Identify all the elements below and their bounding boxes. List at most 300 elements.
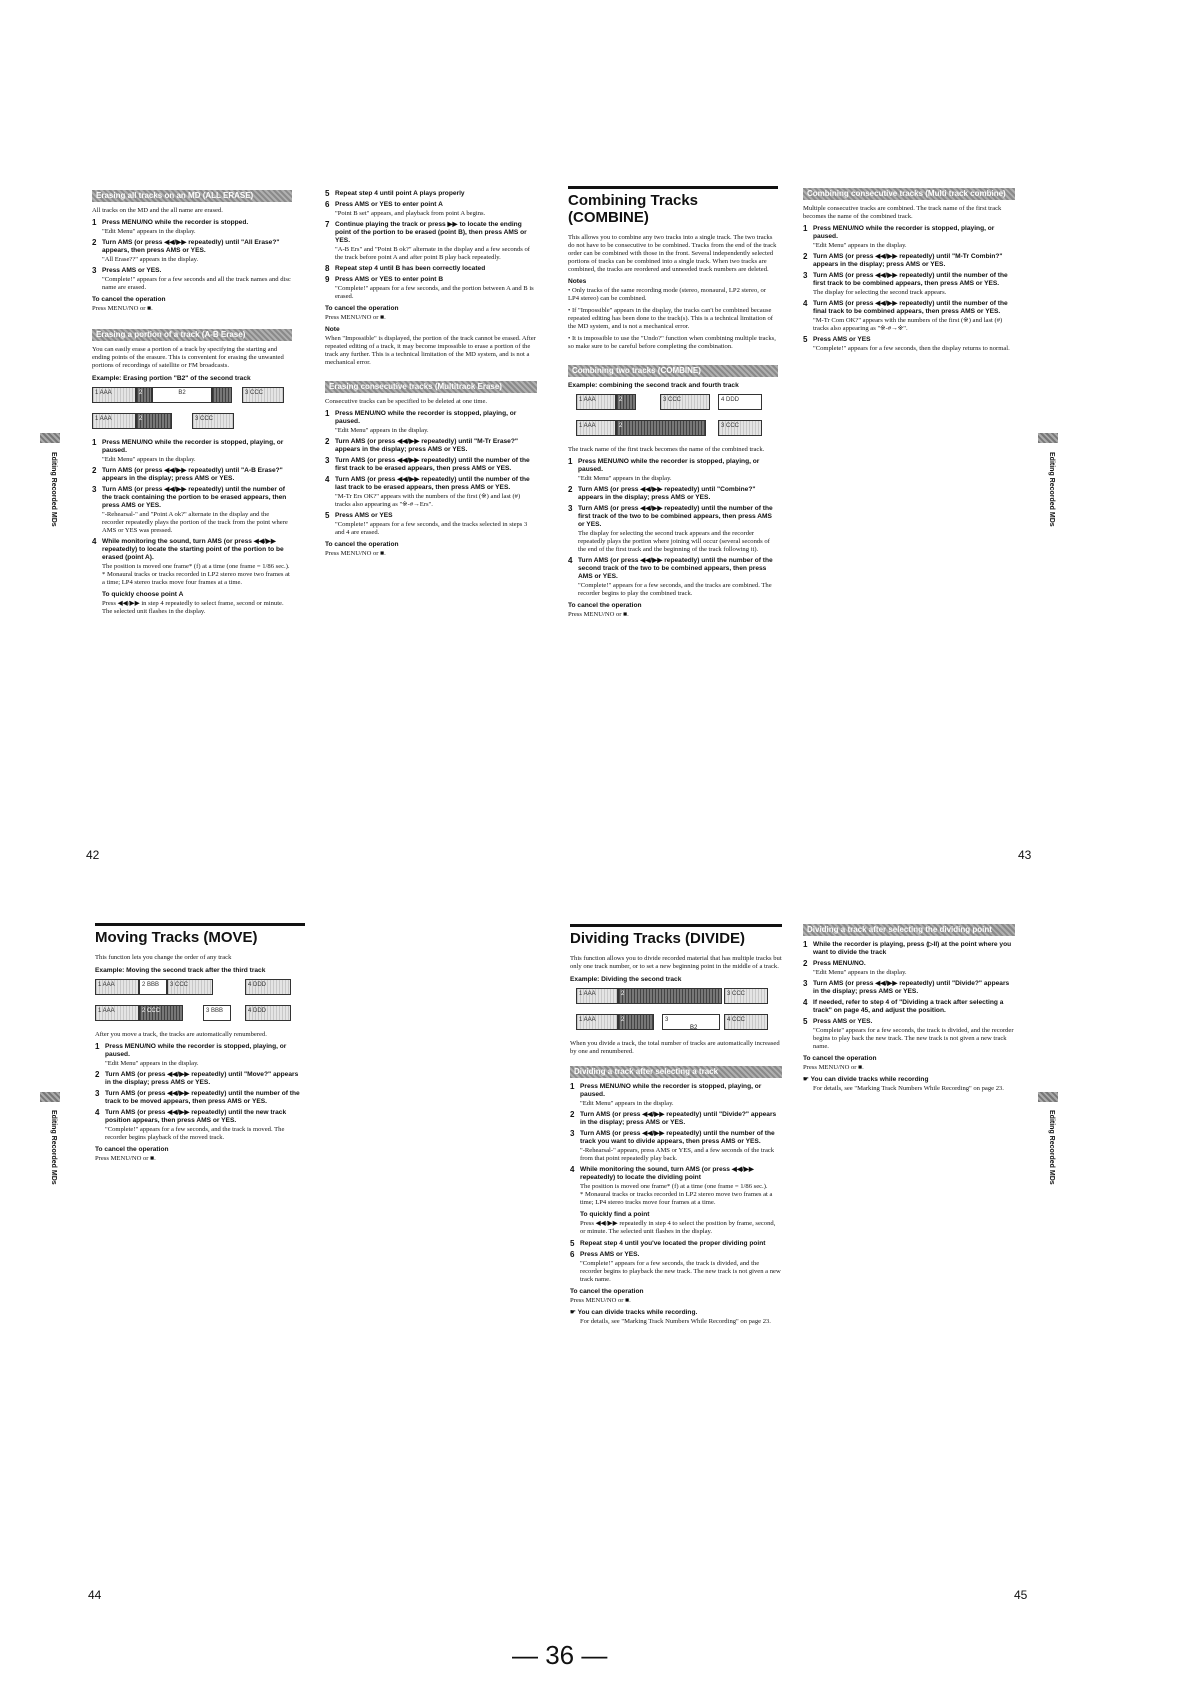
move-intro: This function lets you change the order of any track	[95, 954, 232, 961]
step-body	[813, 1018, 1015, 1051]
combine-after-text: The track name of the first track becomes the name of the combined track.	[568, 446, 765, 453]
step-item	[803, 300, 1015, 333]
step-body	[813, 225, 1015, 250]
step-detail: "Complete!" appears for a few seconds, and the portion between A and B is erased.	[335, 285, 534, 300]
step-detail: "All Erase??" appears in the display.	[102, 256, 199, 263]
divide-tip-text: For details, see "Marking Track Numbers While Recording" on page 23.	[580, 1318, 771, 1325]
step-number: 7	[325, 220, 330, 229]
diagram-track-portion: B2	[152, 387, 212, 403]
step-detail: "Complete!" appears for a few seconds, and the track is moved. The recorder begins playback of the moved track.	[105, 1126, 285, 1141]
step-instruction: Turn AMS (or press ◀◀/▶▶ repeatedly) until the new track position appears, then press AMS or YES.	[105, 1109, 287, 1124]
step-instruction: Repeat step 4 until point A plays properly	[335, 190, 465, 197]
step-body	[813, 300, 1015, 333]
diagram-track: 1 AAA	[576, 988, 618, 1004]
step-number: 2	[570, 1110, 575, 1119]
diagram-track: 4 DDD	[245, 979, 291, 995]
erase-ab-example: Example: Erasing portion "B2" of the second track	[92, 375, 251, 382]
step-number: 1	[803, 940, 808, 949]
diagram-track: 3 CCC	[167, 979, 213, 995]
step-number: 3	[803, 271, 808, 280]
step-item	[92, 239, 292, 264]
diagram-track: 3 CCC	[718, 420, 762, 436]
move-example: Example: Moving the second track after the third track	[95, 967, 266, 974]
side-tab-marker	[1038, 433, 1058, 443]
step-instruction: Press MENU/NO while the recorder is stopped, playing, or paused.	[102, 439, 284, 454]
step-item	[92, 219, 292, 236]
step-body	[813, 999, 1015, 1015]
step-body	[335, 512, 537, 537]
step-item	[325, 265, 537, 273]
p43-col-right	[803, 188, 1015, 356]
diagram-track: 1 AAA	[92, 387, 136, 403]
step-item	[325, 190, 537, 198]
tip-icon: ☛	[570, 1309, 578, 1316]
step-number: 1	[92, 438, 97, 447]
step-item	[570, 1251, 782, 1284]
step-number: 1	[92, 218, 97, 227]
combine-two-header: Combining two tracks (COMBINE)	[568, 365, 778, 377]
step-detail: "Edit Menu" appears in the display.	[813, 242, 907, 249]
erase-all-steps	[92, 219, 292, 292]
divide-tip-heading	[570, 1309, 782, 1317]
step-number: 5	[803, 335, 808, 344]
step-number: 1	[570, 1082, 575, 1091]
quick-find-text: Press ◀◀/▶▶ repeatedly in step 4 to select the position by frame, second, or minute. The selected unit flashes in the display.	[580, 1220, 776, 1235]
step-detail: "Edit Menu" appears in the display.	[335, 427, 429, 434]
divide-after-select-header: Dividing a track after selecting a track	[570, 1066, 782, 1078]
step-body	[580, 1083, 782, 1108]
step-item	[325, 438, 537, 454]
step-body	[335, 190, 537, 198]
step-item	[803, 941, 1015, 957]
step-item	[92, 538, 292, 587]
step-number: 2	[95, 1070, 100, 1079]
erase-ab-intro: You can easily erase a portion of a track by specifying the starting and ending points of the erasure. This is convenient for erasing the unwanted portions of recordings of satellite or FM broadcasts.	[92, 346, 284, 369]
divide-cancel-heading: To cancel the operation	[570, 1288, 644, 1295]
sheet-number: — 36 —	[512, 1640, 608, 1670]
step-item	[803, 253, 1015, 269]
divide-point-tip-heading-text: You can divide tracks while recording	[810, 1076, 929, 1083]
step-item	[325, 201, 537, 218]
diagram-track: 1 AAA	[576, 1014, 618, 1030]
step-instruction: Press AMS or YES	[335, 512, 393, 519]
step-body	[105, 1090, 305, 1106]
step-item	[325, 457, 537, 473]
step-detail: The position is moved one frame* (f) at a time (one frame = 1/86 sec.). * Monaural tracks or tracks recorded in LP2 stereo move two frames at a time; LP4 stereo tracks move four frames at a time.	[580, 1183, 773, 1206]
step-item	[570, 1166, 782, 1207]
divide-point-steps	[803, 941, 1015, 1051]
step-item	[803, 1018, 1015, 1051]
step-body	[102, 267, 292, 292]
diagram-track: 2	[616, 394, 636, 410]
step-detail: "Complete" appears for a few seconds, the track is divided, and the recorder begins to play back the new track. The new track is not given a new track name.	[813, 1027, 1014, 1050]
step-body	[102, 219, 292, 236]
divide-point-tip-text: For details, see "Marking Track Numbers While Recording" on page 23.	[813, 1085, 1004, 1092]
step-body	[813, 336, 1015, 353]
step-body	[335, 438, 537, 454]
step-item	[803, 336, 1015, 353]
step-number: 6	[570, 1250, 575, 1259]
step-detail: "Complete!" appears for a few seconds, and the tracks are combined. The recorder begins to play the combined track.	[578, 582, 772, 597]
diagram-track: 2	[136, 413, 172, 429]
ab-cancel-heading: To cancel the operation	[325, 305, 399, 312]
erase-all-cancel-heading: To cancel the operation	[92, 296, 166, 303]
step-number: 9	[325, 275, 330, 284]
step-body	[813, 253, 1015, 269]
diagram-track: 4 CCC	[724, 1014, 768, 1030]
step-body	[105, 1043, 305, 1068]
divide-point-cancel-text: Press MENU/NO or ■.	[803, 1064, 864, 1071]
divide-example: Example: Dividing the second track	[570, 976, 682, 983]
combine-intro: This allows you to combine any two tracks into a single track. The two tracks do not have to be consecutive to be combined. Tracks from the end of the track order can be combined with those in the front. Several independently selected portions of tracks can be combined into a single track. When two tracks are combined, the tracks are reordered and unneeded track numbers are deleted.	[568, 234, 777, 273]
step-number: 4	[95, 1108, 100, 1117]
multi-cancel-text: Press MENU/NO or ■.	[325, 550, 386, 557]
step-number: 2	[325, 437, 330, 446]
step-body	[102, 486, 292, 535]
step-number: 2	[568, 485, 573, 494]
p45-col-right	[803, 924, 1015, 1097]
move-after-text: After you move a track, the tracks are automatically renumbered.	[95, 1031, 267, 1038]
diagram-track: 3 CCC	[192, 413, 234, 429]
multitrack-erase-steps	[325, 410, 537, 537]
step-detail: "Edit Menu" appears in the display.	[102, 456, 196, 463]
side-label-45: Editing Recorded MDs	[1048, 1110, 1055, 1185]
quick-point-a-heading: To quickly choose point A	[102, 591, 184, 598]
step-instruction: Press MENU/NO while the recorder is stopped, playing, or paused.	[335, 410, 517, 425]
step-detail: "Complete!" appears for a few seconds, and the tracks selected in steps 3 and 4 are erased.	[335, 521, 528, 536]
step-item	[568, 557, 778, 598]
step-number: 4	[92, 537, 97, 546]
step-body	[578, 458, 778, 483]
ab-erase-steps-continued	[325, 190, 537, 301]
step-detail: "Edit Menu" appears in the display.	[813, 969, 907, 976]
step-instruction: Turn AMS (or press ◀◀/▶▶ repeatedly) until "All Erase?" appears, then press AMS or YES.	[102, 239, 280, 254]
erase-all-header: Erasing all tracks on an MD (ALL ERASE)	[92, 190, 292, 202]
step-instruction: Continue playing the track or press ▶▶ to locate the ending point of the portion to be erased (point B), then press AMS or YES.	[335, 221, 527, 244]
step-instruction: Turn AMS (or press ◀◀/▶▶ repeatedly) until the number of the second track of the two to be combined appears, then press AMS or YES.	[578, 557, 773, 580]
divide-point-cancel-heading: To cancel the operation	[803, 1055, 877, 1062]
divide-diagram	[570, 988, 782, 1034]
step-instruction: Turn AMS (or press ◀◀/▶▶ repeatedly) until the number of the track you want to divide appears, then press AMS or YES.	[580, 1130, 775, 1145]
step-number: 3	[568, 504, 573, 513]
step-detail: "Edit Menu" appears in the display.	[580, 1100, 674, 1107]
step-body	[580, 1251, 782, 1284]
step-detail: "A-B Ers" and "Point B ok?" alternate in the display and a few seconds of the track before point A and after point B play back repeatedly.	[335, 246, 530, 261]
step-instruction: Press AMS or YES to enter point B	[335, 276, 444, 283]
diagram-track: 3	[662, 1014, 720, 1030]
diagram-track: 1 AAA	[576, 420, 616, 436]
step-body	[580, 1166, 782, 1207]
step-body	[102, 239, 292, 264]
step-item	[803, 272, 1015, 297]
multi-combine-intro: Multiple consecutive tracks are combined. The track name of the first track becomes the name of the combined track.	[803, 205, 1002, 220]
step-item	[95, 1109, 305, 1142]
step-body	[580, 1111, 782, 1127]
diagram-track	[212, 387, 232, 403]
step-detail: "Complete!" appears for a few seconds, then the display returns to normal.	[813, 345, 1010, 352]
step-body	[102, 439, 292, 464]
step-detail: "-Rehearsal-" appears, press AMS or YES, and a few seconds of the track from that point repeatedly play back.	[580, 1147, 775, 1162]
diagram-track: 3 CCC	[724, 988, 768, 1004]
step-instruction: Turn AMS (or press ◀◀/▶▶ repeatedly) until "M-Tr Erase?" appears in the display; press AMS or YES.	[335, 438, 518, 453]
step-body	[335, 276, 537, 301]
step-number: 5	[325, 189, 330, 198]
step-instruction: Turn AMS (or press ◀◀/▶▶ repeatedly) until the number of the first track to be combined appears, then press AMS or YES.	[813, 272, 1008, 287]
step-instruction: Press AMS or YES.	[102, 267, 162, 274]
divide-after-text: When you divide a track, the total number of tracks are automatically increased by one and renumbered.	[570, 1040, 780, 1055]
step-body	[580, 1130, 782, 1163]
p43-col-left	[568, 186, 778, 623]
multi-cancel-heading: To cancel the operation	[325, 541, 399, 548]
step-body	[813, 960, 1015, 977]
step-item	[803, 999, 1015, 1015]
combine-cancel-text: Press MENU/NO or ■.	[568, 611, 629, 618]
step-body	[335, 457, 537, 473]
divide-point-header: Dividing a track after selecting the dividing point	[803, 924, 1015, 936]
note-item: • Only tracks of the same recording mode (stereo, monaural, LP2 stereo, or LP4 stereo) can be combined.	[568, 287, 767, 302]
step-body	[580, 1240, 782, 1248]
multitrack-erase-intro: Consecutive tracks can be specified to be deleted at one time.	[325, 398, 488, 405]
step-instruction: While the recorder is playing, press (▷II) at the point where you want to divide the track	[813, 941, 1012, 956]
step-body	[335, 221, 537, 262]
step-item	[570, 1240, 782, 1248]
step-number: 3	[95, 1089, 100, 1098]
step-item	[92, 467, 292, 483]
step-body	[578, 557, 778, 598]
step-body	[335, 201, 537, 218]
step-detail: The position is moved one frame* (f) at a time (one frame = 1/86 sec.). * Monaural tracks or tracks recorded in LP2 stereo move two frames at a time; LP4 stereo tracks move four frames at a time.	[102, 563, 290, 586]
step-item	[325, 276, 537, 301]
step-number: 3	[803, 979, 808, 988]
step-number: 6	[325, 200, 330, 209]
diagram-track: 2	[616, 420, 706, 436]
step-instruction: Press MENU/NO.	[813, 960, 866, 967]
step-instruction: Turn AMS (or press ◀◀/▶▶ repeatedly) until "Divide?" appears in the display; press AMS or YES.	[813, 980, 1010, 995]
p45-col-left	[570, 924, 782, 1330]
step-number: 1	[803, 224, 808, 233]
step-number: 4	[803, 998, 808, 1007]
step-instruction: Press MENU/NO while the recorder is stopped, playing, or paused.	[105, 1043, 287, 1058]
diagram-track: 3 BBB	[203, 1005, 231, 1021]
step-instruction: Turn AMS (or press ◀◀/▶▶ repeatedly) until "Combine?" appears in the display; press AMS or YES.	[578, 486, 756, 501]
divide-steps	[570, 1083, 782, 1207]
step-item	[568, 486, 778, 502]
step-instruction: Turn AMS (or press ◀◀/▶▶ repeatedly) until the number of the track containing the portion to be erased appears, then press AMS or YES.	[102, 486, 287, 509]
diagram-track: 4 DDD	[245, 1005, 291, 1021]
step-instruction: While monitoring the sound, turn AMS (or press ◀◀/▶▶ repeatedly) to locate the starting point of the portion to be erased (point A).	[102, 538, 284, 561]
step-instruction: Turn AMS (or press ◀◀/▶▶ repeatedly) until the number of the first track of the two to be combined appears, then press AMS or YES.	[578, 505, 773, 528]
side-label-43: Editing Recorded MDs	[1048, 452, 1055, 527]
step-number: 2	[803, 252, 808, 261]
multi-combine-header: Combining consecutive tracks (Multi track combine)	[803, 188, 1015, 200]
step-number: 3	[325, 456, 330, 465]
step-body	[578, 505, 778, 554]
p42-col-left	[92, 190, 292, 620]
diagram-track: 2 BBB	[139, 979, 167, 995]
step-instruction: Turn AMS (or press ◀◀/▶▶ repeatedly) until "Move?" appears in the display; press AMS or YES.	[105, 1071, 299, 1086]
note-item: • If "Impossible" appears in the display, the tracks can't be combined because repeated editing has been done to the track(s). This is a technical limitation of the MD system, and is not a mechanical error.	[568, 307, 773, 330]
step-detail: "Complete!" appears for a few seconds and all the track names and disc name are erased.	[102, 276, 291, 291]
step-item	[568, 458, 778, 483]
p44-col	[95, 923, 305, 1167]
step-instruction: Turn AMS (or press ◀◀/▶▶ repeatedly) until "M-Tr Combin?" appears in the display; press AMS or YES.	[813, 253, 1003, 268]
step-detail: "M-Tr Com OK?" appears with the numbers of the first (※) and last (#) tracks also appearing as "※-#→※".	[813, 317, 1003, 332]
multitrack-erase-header: Erasing consecutive tracks (Multitrack Erase)	[325, 381, 537, 393]
divide-point-tip-heading	[803, 1076, 1015, 1084]
step-detail: "Point B set" appears, and playback from point A begins.	[335, 210, 486, 217]
side-tab-marker	[40, 433, 60, 443]
step-instruction: Press MENU/NO while the recorder is stopped.	[102, 219, 249, 226]
combine-diagram	[568, 394, 778, 440]
diagram-track: 3 CCC	[660, 394, 710, 410]
quick-point-a-text: Press ◀◀/▶▶ in step 4 repeatedly to select frame, second or minute. The selected unit flashes in the display.	[102, 600, 284, 615]
diagram-track: 2	[136, 387, 152, 403]
step-item	[95, 1090, 305, 1106]
diagram-portion-label: B2	[690, 1025, 698, 1031]
divide-steps-continued	[570, 1240, 782, 1284]
step-detail: The display for selecting the second track appears and the recorder repeatedly plays the portion where joining will occur (several seconds of the end of the first track and the beginning of the track following it).	[578, 530, 770, 553]
combine-notes	[568, 287, 778, 351]
step-number: 3	[92, 485, 97, 494]
combine-cancel-heading: To cancel the operation	[568, 602, 642, 609]
step-detail: "Edit Menu" appears in the display.	[578, 475, 672, 482]
step-instruction: Press MENU/NO while the recorder is stopped, playing, or paused.	[578, 458, 760, 473]
erase-ab-diagram	[92, 387, 292, 433]
page-number-42: 42	[86, 848, 100, 862]
move-diagram	[95, 979, 305, 1025]
step-instruction: If needed, refer to step 4 of "Dividing a track after selecting a track" on page 45, and adjust the position.	[813, 999, 1004, 1014]
step-item	[325, 410, 537, 435]
combine-steps	[568, 458, 778, 598]
quick-find-heading: To quickly find a point	[580, 1211, 650, 1218]
step-number: 2	[92, 466, 97, 475]
erase-all-intro: All tracks on the MD and the all name are erased.	[92, 207, 223, 214]
step-detail: "M-Tr Ers OK?" appears with the numbers of the first (※) and last (#) tracks also appearing as "※-#→Ers".	[335, 493, 521, 508]
step-item	[92, 267, 292, 292]
p42-col-right	[325, 188, 537, 562]
note-item: • It is impossible to use the "Undo?" function when combining multiple tracks, so make sure to be careful before completing the combination.	[568, 335, 776, 350]
step-item	[803, 980, 1015, 996]
step-body	[813, 941, 1015, 957]
diagram-track: 1 AAA	[576, 394, 616, 410]
step-body	[578, 486, 778, 502]
step-item	[325, 221, 537, 262]
step-instruction: While monitoring the sound, turn AMS (or press ◀◀/▶▶ repeatedly) to locate the dividing point	[580, 1166, 754, 1181]
divide-cancel-text: Press MENU/NO or ■.	[570, 1297, 631, 1304]
diagram-track: 4 DDD	[718, 394, 762, 410]
diagram-track: 1 AAA	[95, 979, 139, 995]
diagram-track: 3 CCC	[242, 387, 284, 403]
page-number-45: 45	[1014, 1588, 1028, 1602]
step-item	[92, 439, 292, 464]
step-instruction: Turn AMS (or press ◀◀/▶▶ repeatedly) until the number of the track to be moved appears, then press AMS or YES.	[105, 1090, 300, 1105]
step-instruction: Press AMS or YES.	[580, 1251, 640, 1258]
step-instruction: Press AMS or YES to enter point A	[335, 201, 443, 208]
step-body	[813, 980, 1015, 996]
step-instruction: Turn AMS (or press ◀◀/▶▶ repeatedly) until "A-B Erase?" appears in the display; press AMS or YES.	[102, 467, 283, 482]
move-steps	[95, 1043, 305, 1142]
combine-notes-heading: Notes	[568, 278, 587, 285]
step-number: 2	[92, 238, 97, 247]
step-number: 4	[570, 1165, 575, 1174]
step-item	[568, 505, 778, 554]
diagram-track: 2 CCC	[139, 1005, 183, 1021]
step-instruction: Turn AMS (or press ◀◀/▶▶ repeatedly) until "Divide?" appears in the display; press AMS or YES.	[580, 1111, 777, 1126]
side-label-42: Editing Recorded MDs	[50, 452, 57, 527]
step-body	[335, 265, 537, 273]
step-item	[95, 1071, 305, 1087]
step-number: 4	[803, 299, 808, 308]
multi-combine-steps	[803, 225, 1015, 353]
ab-note-text: When "Impossible" is displayed, the portion of the track cannot be erased. After repeated editing of a track, it may become impossible to erase a portion of the track any further. This is a technical limitation of the MD system, and is not a mechanical error.	[325, 335, 536, 366]
step-number: 3	[92, 266, 97, 275]
step-instruction: Turn AMS (or press ◀◀/▶▶ repeatedly) until the number of the first track to be erased appears, then press AMS or YES.	[335, 457, 530, 472]
step-number: 1	[325, 409, 330, 418]
erase-all-cancel-text: Press MENU/NO or ■.	[92, 305, 153, 312]
step-item	[570, 1130, 782, 1163]
step-instruction: Press MENU/NO while the recorder is stopped, playing, or paused.	[580, 1083, 762, 1098]
step-instruction: Turn AMS (or press ◀◀/▶▶ repeatedly) until the number of the last track to be erased appears, then press AMS or YES.	[335, 476, 530, 491]
combine-title: Combining Tracks (COMBINE)	[568, 186, 778, 226]
step-number: 4	[568, 556, 573, 565]
ab-cancel-text: Press MENU/NO or ■.	[325, 314, 386, 321]
step-item	[95, 1043, 305, 1068]
step-instruction: Repeat step 4 until B has been correctly located	[335, 265, 486, 272]
step-detail: "Complete!" appears for a few seconds, the track is divided, and the recorder begins to playback the new track. The new track is not given a new track name.	[580, 1260, 781, 1283]
step-item	[803, 960, 1015, 977]
tip-icon: ☛	[803, 1076, 811, 1083]
step-detail: The display for selecting the second track appears.	[813, 289, 947, 296]
combine-example: Example: combining the second track and fourth track	[568, 382, 739, 389]
step-number: 5	[325, 511, 330, 520]
step-instruction: Press MENU/NO while the recorder is stopped, playing, or paused.	[813, 225, 995, 240]
move-cancel-heading: To cancel the operation	[95, 1146, 169, 1153]
divide-tip-heading-text: You can divide tracks while recording.	[577, 1309, 698, 1316]
step-body	[105, 1109, 305, 1142]
step-item	[325, 512, 537, 537]
step-instruction: Press AMS or YES.	[813, 1018, 873, 1025]
diagram-track: 1 AAA	[92, 413, 136, 429]
step-instruction: Repeat step 4 until you've located the proper dividing point	[580, 1240, 766, 1247]
side-label-44: Editing Recorded MDs	[50, 1110, 57, 1185]
ab-note-heading: Note	[325, 326, 340, 333]
step-number: 1	[568, 457, 573, 466]
erase-ab-steps	[92, 439, 292, 587]
page-number-44: 44	[88, 1588, 102, 1602]
side-tab-marker	[1038, 1092, 1058, 1102]
diagram-track: 2	[618, 1014, 654, 1030]
divide-intro: This function allows you to divide recorded material that has multiple tracks but only one track number, or to set a new beginning point in the middle of a track.	[570, 955, 782, 970]
step-number: 8	[325, 264, 330, 273]
step-number: 4	[325, 475, 330, 484]
diagram-track: 1 AAA	[95, 1005, 139, 1021]
step-detail: "-Rehearsal-" and "Point A ok?" alternate in the display and the recorder repeatedly plays the portion of the track from the point where AMS or YES was pressed.	[102, 511, 288, 534]
step-item	[325, 476, 537, 509]
step-number: 5	[570, 1239, 575, 1248]
step-number: 5	[803, 1017, 808, 1026]
step-instruction: Turn AMS (or press ◀◀/▶▶ repeatedly) until the number of the final track to be combined appears, then press AMS or YES.	[813, 300, 1008, 315]
step-body	[335, 410, 537, 435]
step-detail: "Edit Menu" appears in the display.	[105, 1060, 199, 1067]
step-body	[102, 538, 292, 587]
page-number-43: 43	[1018, 848, 1032, 862]
step-body	[102, 467, 292, 483]
step-number: 2	[803, 959, 808, 968]
erase-ab-header: Erasing a portion of a track (A-B Erase)	[92, 329, 292, 341]
side-tab-marker	[40, 1092, 60, 1102]
divide-title: Dividing Tracks (DIVIDE)	[570, 924, 782, 947]
step-body	[105, 1071, 305, 1087]
